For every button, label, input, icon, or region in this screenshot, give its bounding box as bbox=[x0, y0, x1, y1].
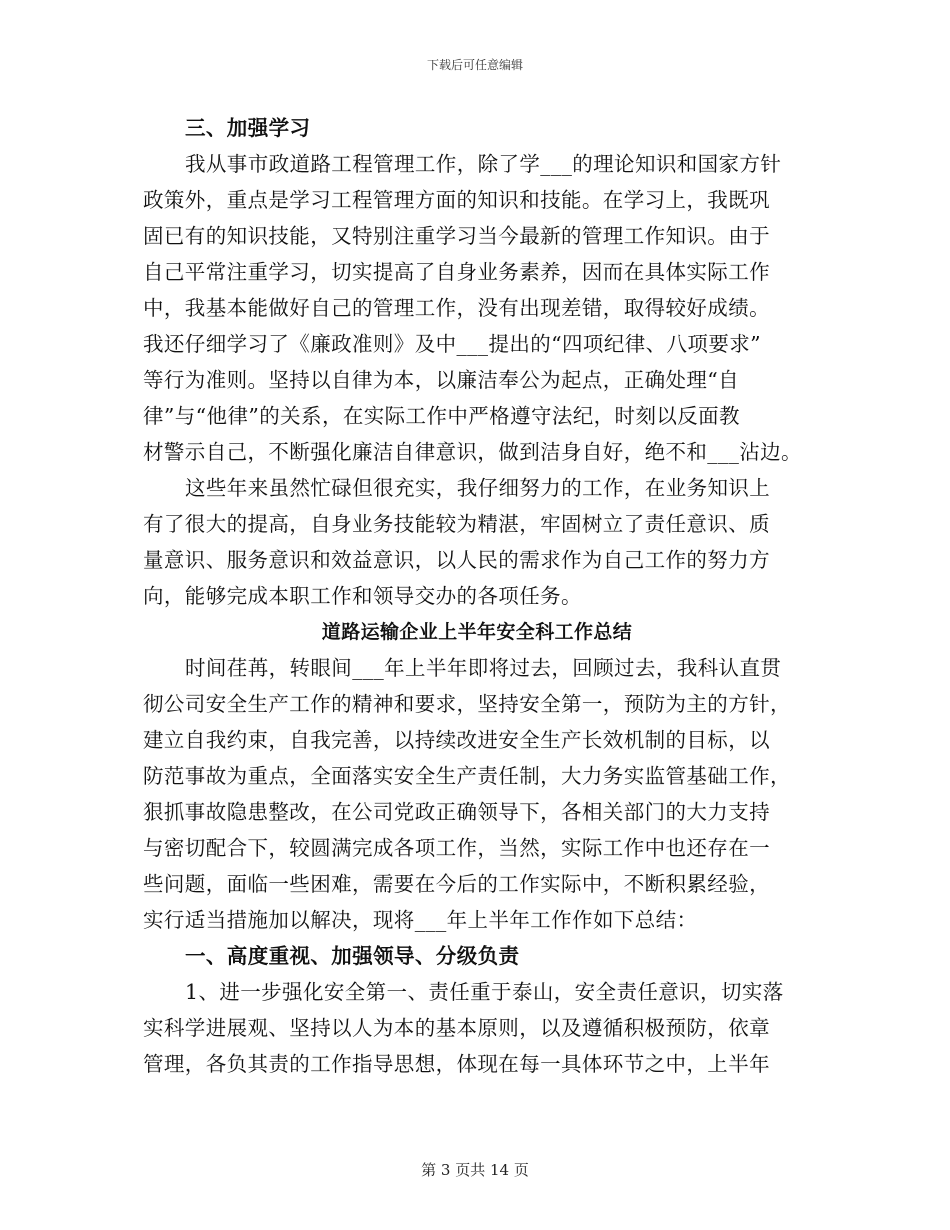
text-line: 有了很大的提高，自身业务技能较为精湛，牢固树立了责任意识、质 bbox=[143, 512, 770, 536]
text-line: 狠抓事故隐患整改，在公司党政正确领导下，各相关部门的大力支持 bbox=[143, 800, 770, 824]
page-header: 下载后可任意编辑 bbox=[426, 58, 523, 72]
text-line: 材警示自己，不断强化廉洁自律意识，做到洁身自好，绝不和___沾边。 bbox=[143, 440, 802, 464]
text-line: 中，我基本能做好自己的管理工作，没有出现差错，取得较好成绩。 bbox=[143, 296, 770, 320]
text-line: 等行为准则。坚持以自律为本，以廉洁奉公为起点，正确处理“自 bbox=[143, 368, 740, 392]
text-line: 自己平常注重学习，切实提高了自身业务素养，因而在具体实际工作 bbox=[143, 260, 770, 284]
text-line: 防范事故为重点，全面落实安全生产责任制，大力务实监管基础工作， bbox=[143, 764, 791, 788]
text-line: 实行适当措施加以解决，现将___年上半年工作作如下总结： bbox=[143, 908, 698, 932]
page-footer: 第 3 页共 14 页 bbox=[421, 1161, 529, 1179]
document-body bbox=[143, 110, 811, 1082]
section-heading: 三、加强学习 bbox=[185, 116, 311, 140]
text-line: 1、进一步强化安全第一、责任重于泰山，安全责任意识，切实落 bbox=[185, 980, 784, 1004]
text-line: 向，能够完成本职工作和领导交办的各项任务。 bbox=[143, 584, 582, 608]
text-line: 建立自我约束，自我完善，以持续改进安全生产长效机制的目标，以 bbox=[143, 728, 770, 752]
text-line: 我还仔细学习了《廉政准则》及中___提出的“四项纪律、八项要求” bbox=[143, 332, 762, 356]
text-line: 这些年来虽然忙碌但很充实，我仔细努力的工作，在业务知识上 bbox=[185, 476, 771, 500]
text-line: 量意识、服务意识和效益意识，以人民的需求作为自己工作的努力方 bbox=[143, 548, 770, 572]
text-line: 彻公司安全生产工作的精神和要求，坚持安全第一，预防为主的方针， bbox=[143, 692, 791, 716]
text-line: 政策外，重点是学习工程管理方面的知识和技能。在学习上，我既巩 bbox=[143, 188, 770, 212]
text-line: 管理，各负其责的工作指导思想，体现在每一具体环节之中，上半年 bbox=[143, 1052, 770, 1076]
text-line: 固已有的知识技能，又特别注重学习当今最新的管理工作知识。由于 bbox=[143, 224, 770, 248]
section-title: 道路运输企业上半年安全科工作总结 bbox=[321, 621, 633, 643]
text-line: 实科学进展观、坚持以人为本的基本原则，以及遵循积极预防，依章 bbox=[143, 1016, 770, 1040]
text-line: 与密切配合下，较圆满完成各项工作，当然，实际工作中也还存在一 bbox=[143, 836, 770, 860]
text-line: 些问题，面临一些困难，需要在今后的工作实际中，不断积累经验， bbox=[143, 872, 770, 896]
section-heading: 一、高度重视、加强领导、分级负责 bbox=[185, 944, 520, 968]
text-line: 律”与“他律”的关系，在实际工作中严格遵守法纪，时刻以反面教 bbox=[143, 404, 740, 428]
text-line: 我从事市政道路工程管理工作，除了学___的理论知识和国家方针 bbox=[185, 152, 782, 176]
text-line: 时间荏苒，转眼间___年上半年即将过去，回顾过去，我科认直贯 bbox=[185, 656, 782, 680]
